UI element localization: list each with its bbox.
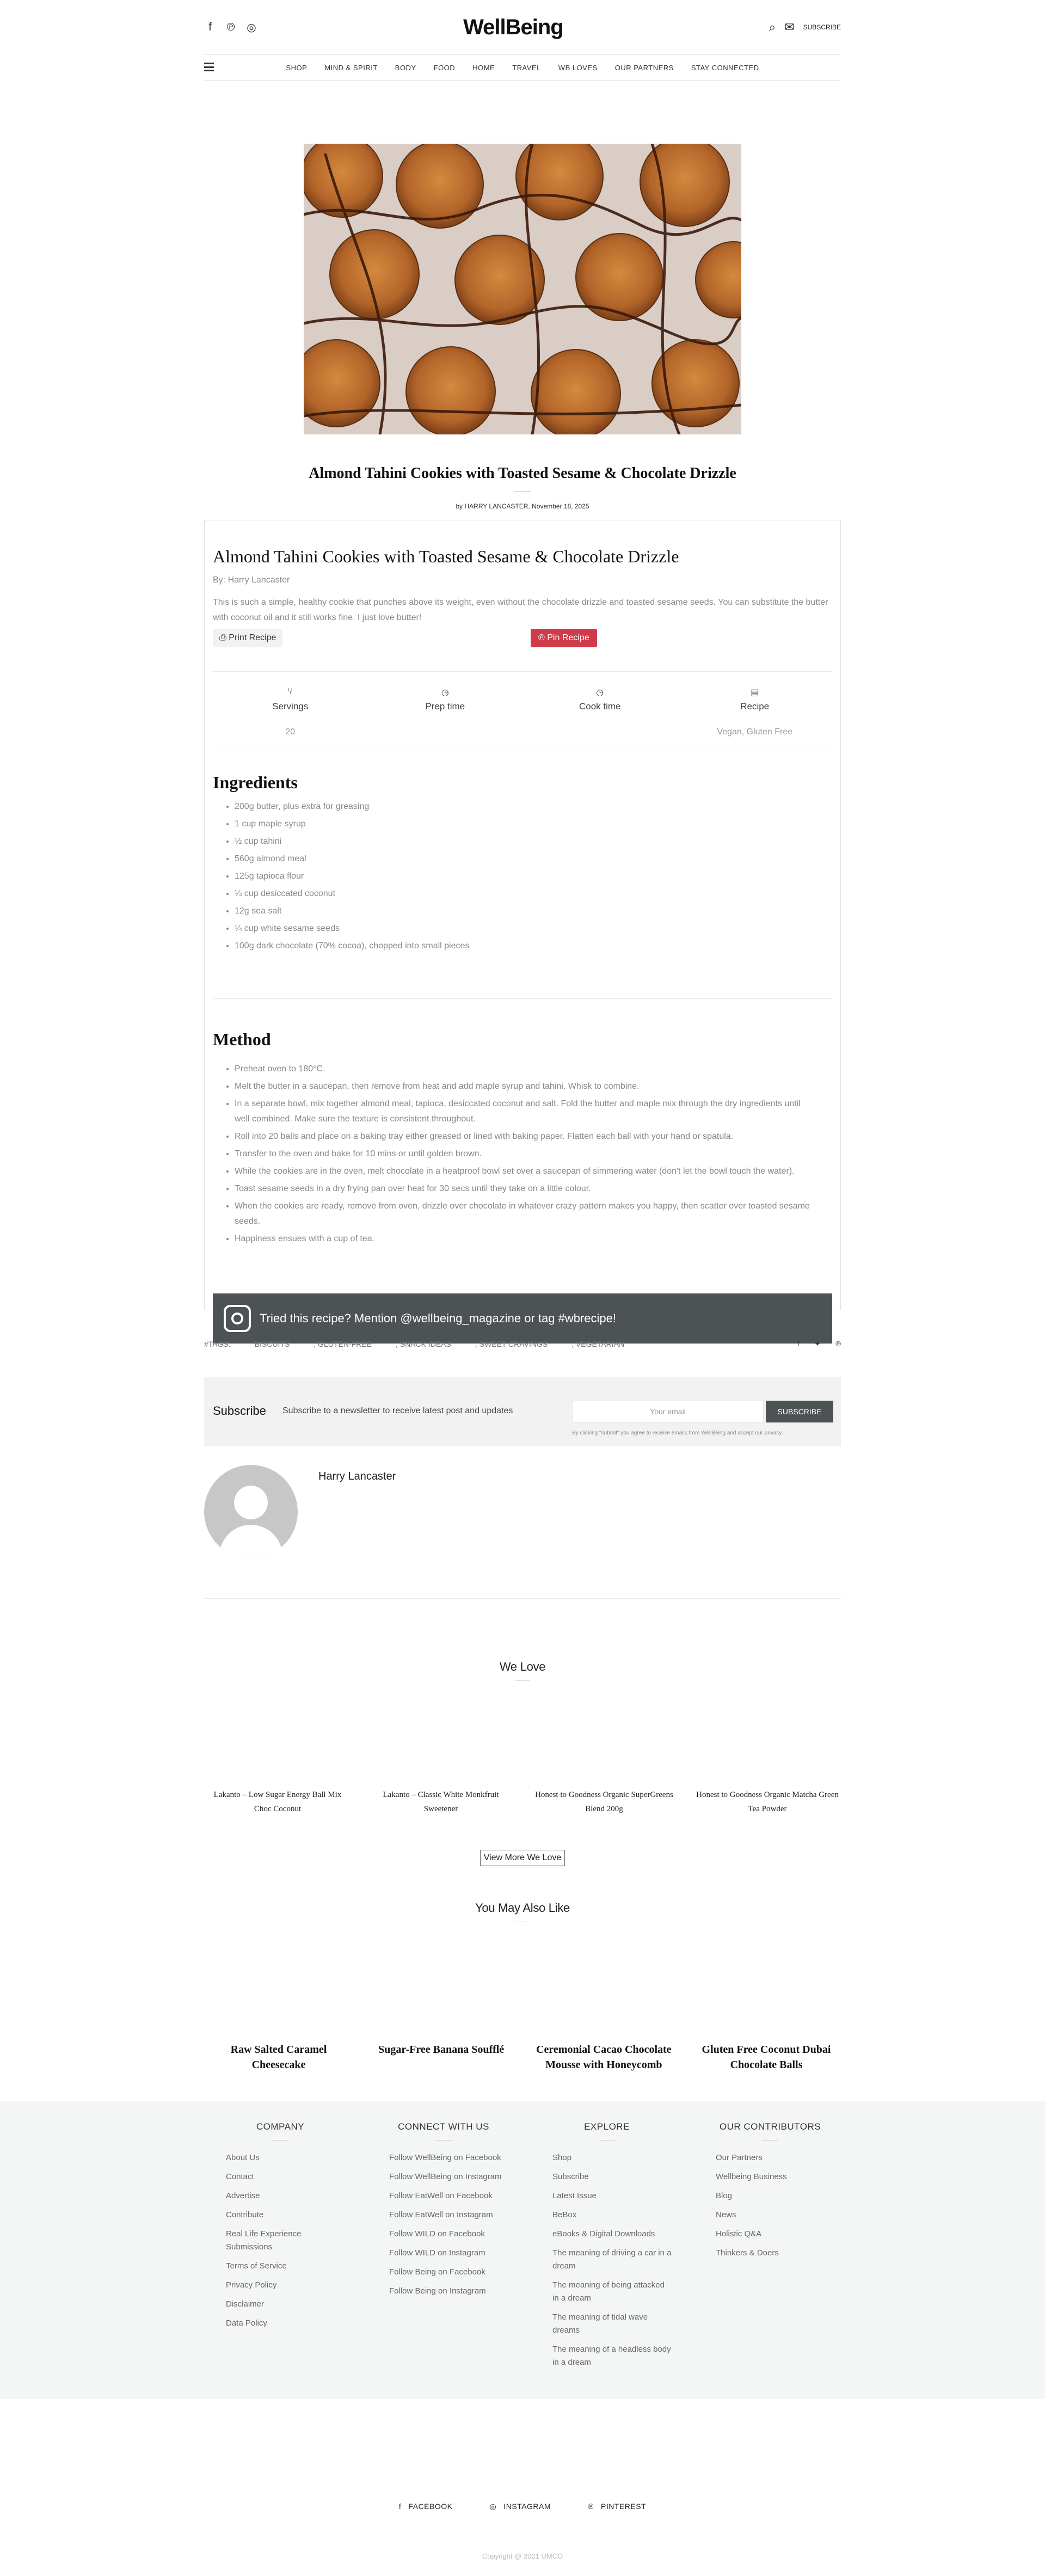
tags-bar [204,1333,841,1355]
footer-link[interactable]: Blog [716,2191,733,2200]
tag-link[interactable]: BISCUITS [254,1340,290,1348]
related-title: You May Also Like [475,1901,570,1915]
site-footer [0,2101,1045,2399]
product-card[interactable]: Lakanto – Low Sugar Energy Ball Mix Choc Coconut [213,1790,342,1813]
ingredients-title: Ingredients [213,772,298,792]
footer-column-company [226,2121,389,2375]
recipe-title: Almond Tahini Cookies with Toasted Sesame & Chocolate Drizzle [213,547,679,566]
stat-cook-time [522,687,678,746]
method-step: • Happiness ensues with a cup of tea. [235,1231,832,1247]
author-name[interactable]: Harry Lancaster [318,1470,396,1482]
footer-social-label: PINTEREST [601,2502,647,2511]
recipe-author: By: Harry Lancaster [213,575,290,585]
divider [515,1680,530,1681]
footer-link[interactable]: Advertise [226,2191,260,2200]
product-card[interactable]: Honest to Goodness Organic SuperGreens Blend 200g [535,1790,673,1813]
footer-column-title: CONNECT WITH US [398,2121,489,2132]
related-article[interactable]: Gluten Free Coconut Dubai Chocolate Balls [702,2044,831,2071]
footer-link[interactable]: About Us [226,2153,260,2162]
stat-label: Prep time [425,701,465,712]
pin-recipe-button[interactable] [531,629,597,647]
hero-image [304,144,741,434]
nav-item-home[interactable]: HOME [472,63,495,72]
stat-label: Servings [272,701,309,712]
footer-link[interactable]: Contribute [226,2210,264,2219]
footer-column-connect [389,2121,552,2375]
related-section [204,1901,841,2072]
subscribe-description: Subscribe to a newsletter to receive latest post and updates [282,1406,513,1415]
footer-column-title: COMPANY [256,2121,305,2132]
ingredient-item: • ¼ cup white sesame seeds [235,920,832,937]
footer-link[interactable]: Contact [226,2172,254,2181]
footer-link[interactable]: The meaning of being attacked in a dream [552,2280,665,2303]
product-card[interactable]: Honest to Goodness Organic Matcha Green Tea Powder [696,1790,839,1813]
print-recipe-button[interactable] [213,629,282,647]
nav-item-body[interactable]: BODY [395,63,416,72]
related-article[interactable]: Sugar-Free Banana Soufflé [378,2044,505,2056]
pinterest-icon[interactable]: ℗ [835,1340,841,1348]
stat-servings [213,687,368,746]
footer-link[interactable]: Subscribe [552,2172,589,2181]
print-icon: ⎙ [219,633,226,642]
instagram-icon: ◎ [489,2502,497,2511]
method-step: • Preheat oven to 180°C. [235,1062,832,1077]
pinterest-icon[interactable]: ℗ [226,21,235,33]
tags-label: #TAGS: [204,1340,231,1348]
pinterest-icon: ℗ [538,633,545,642]
we-love-title: We Love [499,1660,546,1673]
footer-link[interactable]: News [716,2210,736,2219]
footer-column-contributors [716,2121,879,2375]
method-step: • In a separate bowl, mix together almond meal, tapioca, desiccated coconut and salt. Fold the butter and maple mix through the dry ingredients until well combined. Make sure the texture is consistent throughout. [235,1096,832,1127]
footer-link[interactable]: Follow Being on Instagram [389,2286,486,2296]
ingredient-item: • 1 cup maple syrup [235,815,832,833]
footer-link[interactable]: The meaning of tidal wave dreams [552,2313,648,2335]
stat-prep-time [368,687,523,746]
method-step: • Toast sesame seeds in a dry frying pan over heat for 30 secs until they take on a little colour. [235,1181,832,1197]
recipe-stats [213,672,832,746]
clock-icon: ◷ [441,688,449,697]
pin-recipe-label: Pin Recipe [547,633,589,642]
article-title: Almond Tahini Cookies with Toasted Sesame & Chocolate Drizzle [309,465,736,482]
footer-social-label: INSTAGRAM [503,2502,551,2511]
footer-column-title: EXPLORE [584,2121,630,2132]
stat-value [522,727,678,737]
subscribe-title: Subscribe [213,1404,266,1418]
tag-link[interactable]: , SWEET CRAVINGS [475,1340,548,1348]
subscribe-link[interactable]: SUBSCRIBE [803,23,841,31]
footer-column-explore [552,2121,716,2375]
view-more-button[interactable]: View More We Love [480,1850,565,1866]
nav-item-our-partners[interactable]: OUR PARTNERS [614,63,674,72]
ingredient-item: • 200g butter, plus extra for greasing [235,798,832,815]
author-box [204,1459,841,1599]
stat-value: Vegan, Gluten Free [717,727,793,737]
subscribe-fine-print: By clicking "submit" you agree to receive emails from WellBeing and accept our privacy. [572,1430,783,1436]
email-input[interactable]: Your email [572,1401,764,1422]
ingredient-item: • 125g tapioca flour [235,868,832,885]
book-icon: ▤ [751,688,759,697]
nav-item-mind-spirit[interactable]: MIND & SPIRIT [324,63,378,72]
footer-link[interactable]: Terms of Service [226,2261,287,2271]
instagram-icon[interactable]: ◎ [247,21,256,34]
divider [213,998,832,999]
footer-social-label: FACEBOOK [408,2502,453,2511]
tag-link[interactable]: , GLUTEN-FREE [314,1340,372,1348]
instagram-cta-text: Tried this recipe? Mention @wellbeing_magazine or tag #wbrecipe! [260,1311,616,1325]
stat-value: 20 [285,727,296,737]
method-step: • Roll into 20 balls and place on a baking tray either greased or lined with baking paper. Flatten each ball with your hand or spatula. [235,1129,832,1144]
footer-link[interactable]: Our Partners [716,2153,763,2162]
clock-icon: ◷ [596,688,604,697]
subscribe-button[interactable]: SUBSCRIBE [766,1401,833,1422]
ingredient-item: • ¼ cup desiccated coconut [235,885,832,903]
method-list [213,1062,832,1247]
method-title: Method [213,1029,271,1049]
method-step: • When the cookies are ready, remove from oven, drizzle over chocolate in whatever crazy pattern makes you happy, then scatter over toasted sesame seeds. [235,1199,832,1229]
footer-link[interactable]: Wellbeing Business [716,2172,787,2181]
mail-icon[interactable]: ✉ [784,20,795,34]
main-nav [204,54,841,81]
we-love-section [204,1660,841,1866]
footer-link[interactable]: Follow Being on Facebook [389,2267,485,2277]
recipe-summary: This is such a simple, healthy cookie that punches above its weight, even without the chocolate drizzle and toasted sesame seeds. You can substitute the butter with coconut oil and it still works fine. I just love butter! [213,598,828,622]
method-step: • Transfer to the oven and bake for 10 mins or until golden brown. [235,1146,832,1162]
footer-link[interactable]: Follow EatWell on Facebook [389,2191,493,2200]
footer-link[interactable]: BeBox [552,2210,577,2219]
copyright: Copyright @ 2021 UMCO [482,2552,563,2560]
nav-item-food[interactable]: FOOD [433,63,456,72]
footer-link[interactable]: Holistic Q&A [716,2229,762,2238]
avatar [204,1465,298,1559]
pinterest-icon: ℗ [588,2502,594,2511]
facebook-icon[interactable]: f [797,1340,800,1348]
facebook-icon[interactable]: f [208,21,212,33]
nav-item-shop[interactable]: SHOP [286,63,308,72]
instagram-icon [224,1305,251,1332]
ingredient-item: • 100g dark chocolate (70% cocoa), chopped into small pieces [235,937,832,955]
ingredient-item: • 560g almond meal [235,850,832,868]
footer-link[interactable]: The meaning of driving a car in a dream [552,2248,672,2271]
footer-facebook-link[interactable] [399,2502,453,2511]
search-icon[interactable]: ⌕ [769,20,776,34]
footer-link[interactable]: Follow EatWell on Instagram [389,2210,493,2219]
recipe-card [204,520,841,1325]
method-step: • Melt the butter in a saucepan, then remove from heat and add maple syrup and tahini. Whisk to combine. [235,1079,832,1094]
site-logo[interactable]: WellBeing [463,15,563,39]
footer-link[interactable]: Privacy Policy [226,2280,277,2290]
ingredient-item: • 12g sea salt [235,903,832,920]
tag-link[interactable]: , VEGETARIAN [571,1340,625,1348]
print-recipe-label: Print Recipe [229,633,276,642]
footer-link[interactable]: Follow WellBeing on Instagram [389,2172,502,2181]
related-article[interactable]: Ceremonial Cacao Chocolate Mousse with Honeycomb [536,2044,672,2071]
footer-instagram-link[interactable] [489,2502,551,2511]
share-icons [797,1340,841,1348]
nav-item-stay-connected[interactable]: STAY CONNECTED [691,63,759,72]
stat-value [368,727,523,737]
stat-label: Recipe [740,701,770,712]
footer-link[interactable]: Real Life Experience Submissions [226,2229,302,2252]
footer-link[interactable]: Thinkers & Doers [716,2248,779,2258]
footer-link[interactable]: Follow WILD on Facebook [389,2229,485,2238]
tag-link[interactable]: , SNACK IDEAS [395,1340,451,1348]
stat-recipe [678,687,833,746]
article-byline: by HARRY LANCASTER, November 18, 2025 [456,502,589,510]
twitter-icon[interactable]: ✦ [814,1340,821,1348]
nav-item-travel[interactable]: TRAVEL [512,63,541,72]
footer-link[interactable]: Data Policy [226,2319,267,2328]
product-card[interactable]: Lakanto – Classic White Monkfruit Sweetener [383,1790,499,1813]
footer-pinterest-link[interactable] [588,2502,646,2511]
menu-icon[interactable] [204,63,214,71]
title-divider [514,491,531,492]
method-step: • While the cookies are in the oven, melt chocolate in a heatproof bowl set over a saucepan of simmering water (don't let the bowl touch the water). [235,1164,832,1179]
site-header [204,0,841,54]
nav-item-wb-loves[interactable]: WB LOVES [558,63,598,72]
footer-link[interactable]: Follow WellBeing on Facebook [389,2153,501,2162]
header-social [204,21,257,34]
subscribe-box [204,1377,841,1446]
footer-link[interactable]: Disclaimer [226,2299,265,2309]
related-article[interactable]: Raw Salted Caramel Cheesecake [230,2044,327,2071]
footer-link[interactable]: The meaning of a headless body in a dream [552,2345,671,2367]
header-actions [769,20,841,34]
footer-social [0,2502,1045,2511]
footer-link[interactable]: Latest Issue [552,2191,597,2200]
utensils-icon: ⑂ [287,687,293,696]
stat-label: Cook time [579,701,621,712]
ingredient-item: • ½ cup tahini [235,833,832,850]
footer-link[interactable]: Follow WILD on Instagram [389,2248,485,2258]
footer-column-title: OUR CONTRIBUTORS [719,2121,821,2132]
footer-link[interactable]: eBooks & Digital Downloads [552,2229,655,2238]
footer-link[interactable]: Shop [552,2153,572,2162]
facebook-icon: f [398,2502,402,2511]
ingredients-list [213,798,832,955]
